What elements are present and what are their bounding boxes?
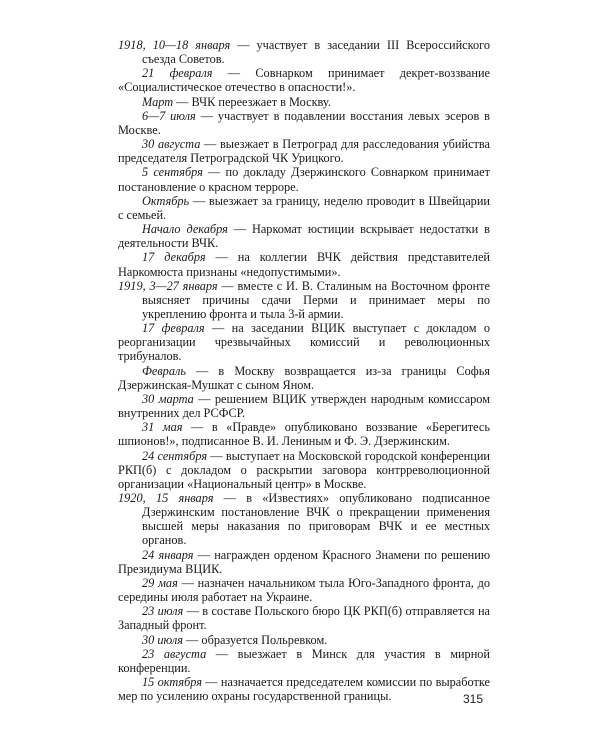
entry-date: 15 октября — [142, 675, 202, 690]
entry-date: 6—7 июля — [142, 108, 196, 123]
chronology-entry — [118, 576, 490, 604]
entry-year: 1920, — [118, 491, 146, 505]
entry-text: — на заседании ВЦИК выступает с докладом о реорганизации чрезвычайных комиссий и революционных трибуналов. — [118, 321, 490, 364]
entry-text: — ВЧК переезжает в Москву. — [173, 94, 331, 109]
entry-date: 21 февраля — [142, 66, 213, 81]
chronology-entry — [118, 222, 490, 250]
entry-date: 30 марта — [142, 391, 194, 406]
page-number: 315 — [463, 692, 484, 706]
entry-text: — Совнарком принимает декрет-воззвание «Социалистическое отечество в опасности!». — [118, 66, 490, 95]
chronology-entry — [118, 491, 490, 548]
chronology-entry — [118, 38, 490, 66]
chronology-entry — [118, 279, 490, 321]
entry-date: 24 января — [142, 547, 194, 562]
chronology-entry — [118, 675, 490, 703]
entry-date: 17 февраля — [142, 321, 205, 336]
entry-text: — выступает на Московской городской конференции РКП(б) с докладом о раскрытии заговора контрреволюционной организации «Национальный центр» в Москве. — [118, 448, 491, 491]
chronology-entry — [118, 392, 490, 420]
entry-year: 1918, — [118, 38, 146, 52]
entry-date: 10—18 января — [152, 38, 231, 52]
entry-text: — назначен начальником тыла Юго-Западного фронта, до середины июля работает на Украине. — [118, 575, 490, 605]
entry-text: — участвует в заседании III Всероссийского съезда Советов. — [142, 38, 490, 67]
chronology-entry — [118, 137, 490, 165]
chronology-entry — [118, 250, 490, 278]
entry-text: — образуется Польревком. — [182, 632, 328, 647]
entry-date: 30 июля — [142, 632, 183, 647]
chronology-text — [118, 38, 490, 703]
chronology-entry — [118, 66, 490, 94]
entry-text: — вместе с И. В. Сталиным на Восточном фронте выясняет причины сдачи Перми и принимает меры по укреплению фронта и тыла 3-й армии. — [142, 278, 491, 321]
entry-date: 15 января — [155, 491, 214, 505]
entry-date: 17 декабря — [142, 250, 206, 265]
entry-text: — решением ВЦИК утвержден народным комиссаром внутренних дел РСФСР. — [118, 391, 490, 421]
entry-date: Март — [142, 94, 174, 109]
entry-date: 3—27 января — [149, 278, 218, 293]
entry-date: 24 сентября — [142, 448, 208, 463]
chronology-entry — [118, 633, 490, 647]
entry-text: — награжден орденом Красного Знамени по решению Президиума ВЦИК. — [118, 547, 491, 576]
entry-text: — выезжает за границу, неделю проводит в Швейцарии с семьей. — [118, 193, 490, 222]
chronology-entry — [118, 604, 490, 632]
entry-text: — в «Известиях» опубликовано подписанное Дзержинским постановление ВЧК о прекращении применения высшей меры наказания по приговорам ВЧК и ее местных органов. — [142, 491, 491, 548]
entry-text: — в составе Польского бюро ЦК РКП(б) отправляется на Западный фронт. — [118, 604, 491, 633]
chronology-entry — [118, 449, 490, 491]
entry-text: — в Москву возвращается из-за границы Софья Дзержинская-Мушкат с сыном Яном. — [118, 363, 490, 392]
entry-date: Начало декабря — [142, 222, 228, 237]
entry-text: — назначается председателем комиссии по выработке мер по усилению охраны государственной границы. — [118, 675, 490, 704]
entry-text: — Наркомат юстиции вскрывает недостатки в деятельности ВЧК. — [118, 222, 490, 251]
chronology-entry — [118, 321, 490, 363]
entry-text: — выезжает в Минск для участия в мирной конференции. — [118, 646, 491, 675]
entry-date: 29 мая — [142, 575, 178, 590]
entry-date: Октябрь — [142, 193, 190, 208]
entry-date: 5 сентября — [142, 165, 203, 180]
chronology-entry — [118, 420, 490, 448]
chronology-entry — [118, 165, 490, 193]
entry-text: — по докладу Дзержинского Совнарком принимает постановление о красном терроре. — [118, 165, 490, 194]
entry-date: 23 августа — [142, 646, 207, 661]
entry-date: 31 мая — [142, 420, 183, 435]
chronology-entry — [118, 95, 490, 109]
chronology-entry — [118, 194, 490, 222]
chronology-entry — [118, 109, 490, 137]
entry-text: — в «Правде» опубликовано воззвание «Берегитесь шпионов!», подписанное В. И. Лениным и Ф. Э. Дзержинским. — [118, 420, 490, 449]
entry-year: 1919, — [118, 278, 146, 293]
entry-date: 30 августа — [142, 137, 201, 152]
chronology-entry — [118, 548, 490, 576]
chronology-entry — [118, 647, 490, 675]
entry-date: Февраль — [142, 363, 186, 378]
entry-text: — выезжает в Петроград для расследования убийства председателя Петроградской ЧК Урицкого. — [118, 137, 491, 166]
chronology-entry — [118, 364, 490, 392]
entry-text: — участвует в подавлении восстания левых эсеров в Москве. — [118, 108, 490, 137]
entry-date: 23 июля — [142, 604, 184, 619]
entry-text: — на коллегии ВЧК действия представителей Наркомюста признаны «недопустимыми». — [118, 250, 491, 279]
